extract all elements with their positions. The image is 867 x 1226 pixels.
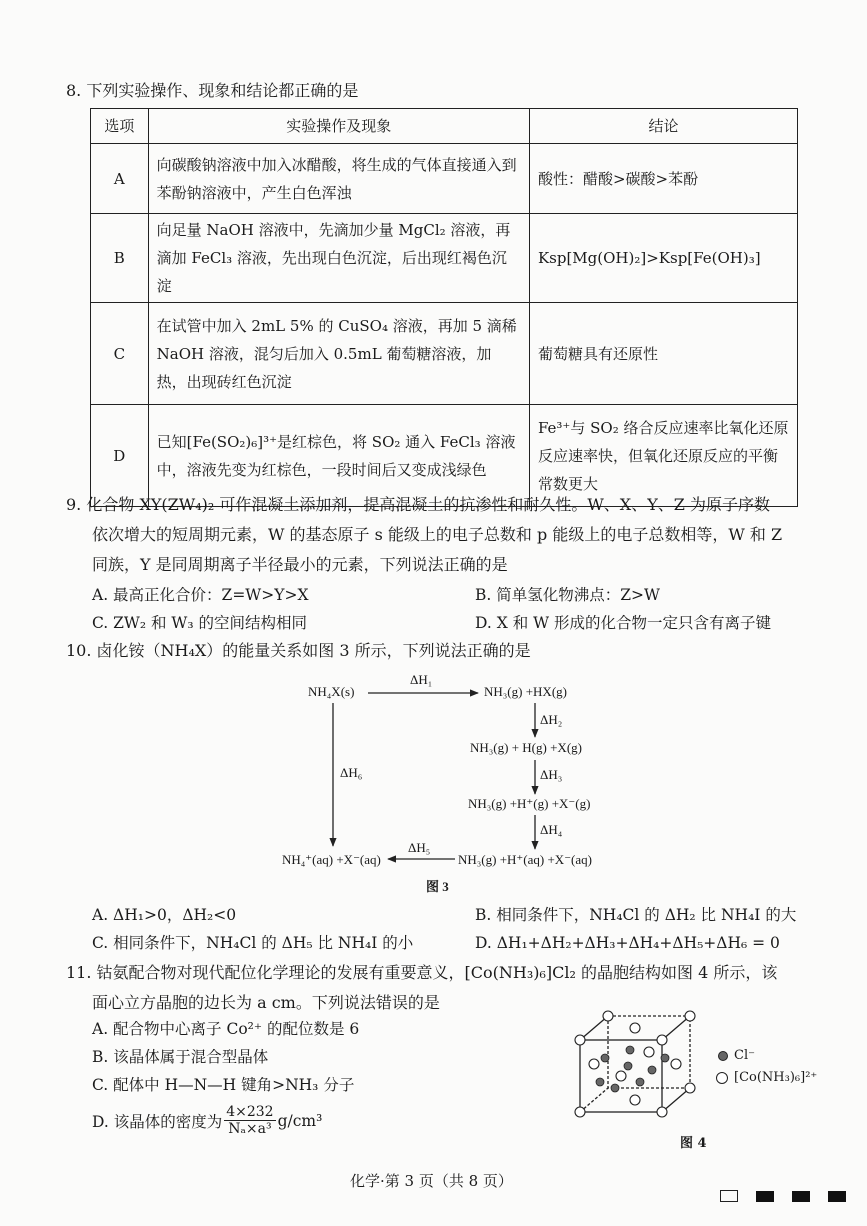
q11-option-b: B. 该晶体属于混合型晶体: [92, 1048, 269, 1066]
row-option: C: [91, 303, 149, 405]
header-option: 选项: [91, 109, 149, 144]
q10-stem: 10. 卤化铵（NH₄X）的能量关系如图 3 所示，下列说法正确的是: [66, 641, 531, 660]
cobalt-marker-icon: [716, 1072, 728, 1084]
q11-option-a: A. 配合物中心离子 Co²⁺ 的配位数是 6: [92, 1020, 360, 1038]
label-h2: ΔH₂: [540, 712, 563, 727]
label-h4: ΔH₄: [540, 822, 563, 837]
q9-stem-line1: 9. 化合物 XY(ZW₄)₂ 可作混凝土添加剂，提高混凝土的抗渗性和耐久性。W、X、Y、Z 为原子序数: [66, 495, 770, 514]
table-row: [91, 214, 798, 303]
state-6: NH₄⁺(aq) +X⁻(aq): [282, 852, 381, 867]
row-conclusion: 葡萄糖具有还原性: [529, 303, 797, 405]
q10-option-a: A. ΔH₁>0，ΔH₂<0: [92, 906, 237, 924]
footer-marks: [720, 1190, 846, 1202]
density-fraction: [224, 1104, 275, 1137]
row-conclusion: Fe³⁺与 SO₂ 络合反应速率比氧化还原反应速率快，但氧化还原反应的平衡常数更大: [529, 405, 797, 507]
solid-mark-icon: [756, 1191, 774, 1202]
row-option: A: [91, 144, 149, 214]
label-h6: ΔH₆: [340, 765, 363, 780]
q10-option-c: C. 相同条件下，NH₄Cl 的 ΔH₅ 比 NH₄I 的小: [92, 934, 414, 952]
label-h3: ΔH₃: [540, 767, 563, 782]
chloride-marker-icon: [718, 1051, 728, 1061]
q11-stem-line1: 11. 钴氨配合物对现代配位化学理论的发展有重要意义，[Co(NH₃)₆]Cl₂ 的晶胞结构如图 4 所示，该: [66, 963, 778, 982]
row-operation: 向碳酸钠溶液中加入冰醋酸，将生成的气体直接通入到苯酚钠溶液中，产生白色浑浊: [148, 144, 529, 214]
q9-stem-line3: 同族，Y 是同周期离子半径最小的元素，下列说法正确的是: [92, 555, 508, 574]
state-4: NH₃(g) +H⁺(g) +X⁻(g): [468, 796, 591, 811]
legend-cobalt: [716, 1070, 817, 1085]
q9-option-c: C. ZW₂ 和 W₃ 的空间结构相同: [92, 614, 308, 632]
legend-chloride: [718, 1048, 755, 1063]
q11-stem-line2: 面心立方晶胞的边长为 a cm。下列说法错误的是: [92, 993, 440, 1012]
state-3: NH₃(g) + H(g) +X(g): [470, 740, 582, 755]
q9-option-a: A. 最高正化合价：Z=W>Y>X: [92, 586, 309, 604]
chloride-ions: [596, 1046, 669, 1092]
q10-option-b: B. 相同条件下，NH₄Cl 的 ΔH₂ 比 NH₄I 的大: [475, 906, 797, 924]
table-header-row: [91, 109, 798, 144]
hollow-mark-icon: [720, 1190, 738, 1202]
label-h5: ΔH₅: [408, 840, 431, 855]
row-operation: 在试管中加入 2mL 5% 的 CuSO₄ 溶液，再加 5 滴稀 NaOH 溶液，混匀后加入 0.5mL 葡萄糖溶液，加热，出现砖红色沉淀: [148, 303, 529, 405]
table-row: [91, 303, 798, 405]
state-5: NH₃(g) +H⁺(aq) +X⁻(aq): [458, 852, 592, 867]
legend-chloride-label: Cl⁻: [734, 1048, 755, 1063]
header-operation: 实验操作及现象: [148, 109, 529, 144]
crystal-cell-figure: [570, 1010, 700, 1120]
experiment-table: [90, 108, 798, 507]
header-conclusion: 结论: [529, 109, 797, 144]
q9-stem-line2: 依次增大的短周期元素，W 的基态原子 s 能级上的电子总数和 p 能级上的电子总数相等，W 和 Z: [92, 525, 783, 544]
q8-stem: 8. 下列实验操作、现象和结论都正确的是: [66, 81, 359, 100]
legend-cobalt-label: [Co(NH₃)₆]²⁺: [734, 1070, 818, 1085]
q11-option-d: [92, 1104, 322, 1137]
fraction-numerator: 4×232: [226, 1104, 274, 1120]
row-option: B: [91, 214, 149, 303]
figure4-caption: 图 4: [680, 1136, 707, 1151]
q9-option-b: B. 简单氢化物沸点：Z>W: [475, 586, 660, 604]
row-operation: 向足量 NaOH 溶液中，先滴加少量 MgCl₂ 溶液，再滴加 FeCl₃ 溶液，先出现白色沉淀，后出现红褐色沉淀: [148, 214, 529, 303]
row-conclusion: Ksp[Mg(OH)₂]>Ksp[Fe(OH)₃]: [529, 214, 797, 303]
row-option: D: [91, 405, 149, 507]
state-2: NH₃(g) +HX(g): [484, 684, 567, 699]
row-operation: 已知[Fe(SO₂)₆]³⁺是红棕色，将 SO₂ 通入 FeCl₃ 溶液中，溶液先变为红棕色，一段时间后又变成浅绿色: [148, 405, 529, 507]
q10-option-d: D. ΔH₁+ΔH₂+ΔH₃+ΔH₄+ΔH₅+ΔH₆ = 0: [475, 934, 780, 952]
solid-mark-icon: [792, 1191, 810, 1202]
q11-option-d-prefix: D. 该晶体的密度为: [92, 1112, 223, 1131]
state-1: NH₄X(s): [308, 684, 355, 699]
figure3-caption: 图 3: [426, 879, 449, 894]
label-h1: ΔH₁: [410, 672, 433, 687]
page-footer: 化学·第 3 页（共 8 页）: [350, 1172, 513, 1190]
row-conclusion: 酸性：醋酸>碳酸>苯酚: [529, 144, 797, 214]
table-row: [91, 144, 798, 214]
density-unit: g/cm³: [277, 1111, 323, 1130]
q11-option-c: C. 配体中 H—N—H 键角>NH₃ 分子: [92, 1076, 355, 1094]
fraction-denominator: Nₐ×a³: [228, 1121, 272, 1137]
q9-option-d: D. X 和 W 形成的化合物一定只含有离子键: [475, 614, 771, 632]
solid-mark-icon: [828, 1191, 846, 1202]
